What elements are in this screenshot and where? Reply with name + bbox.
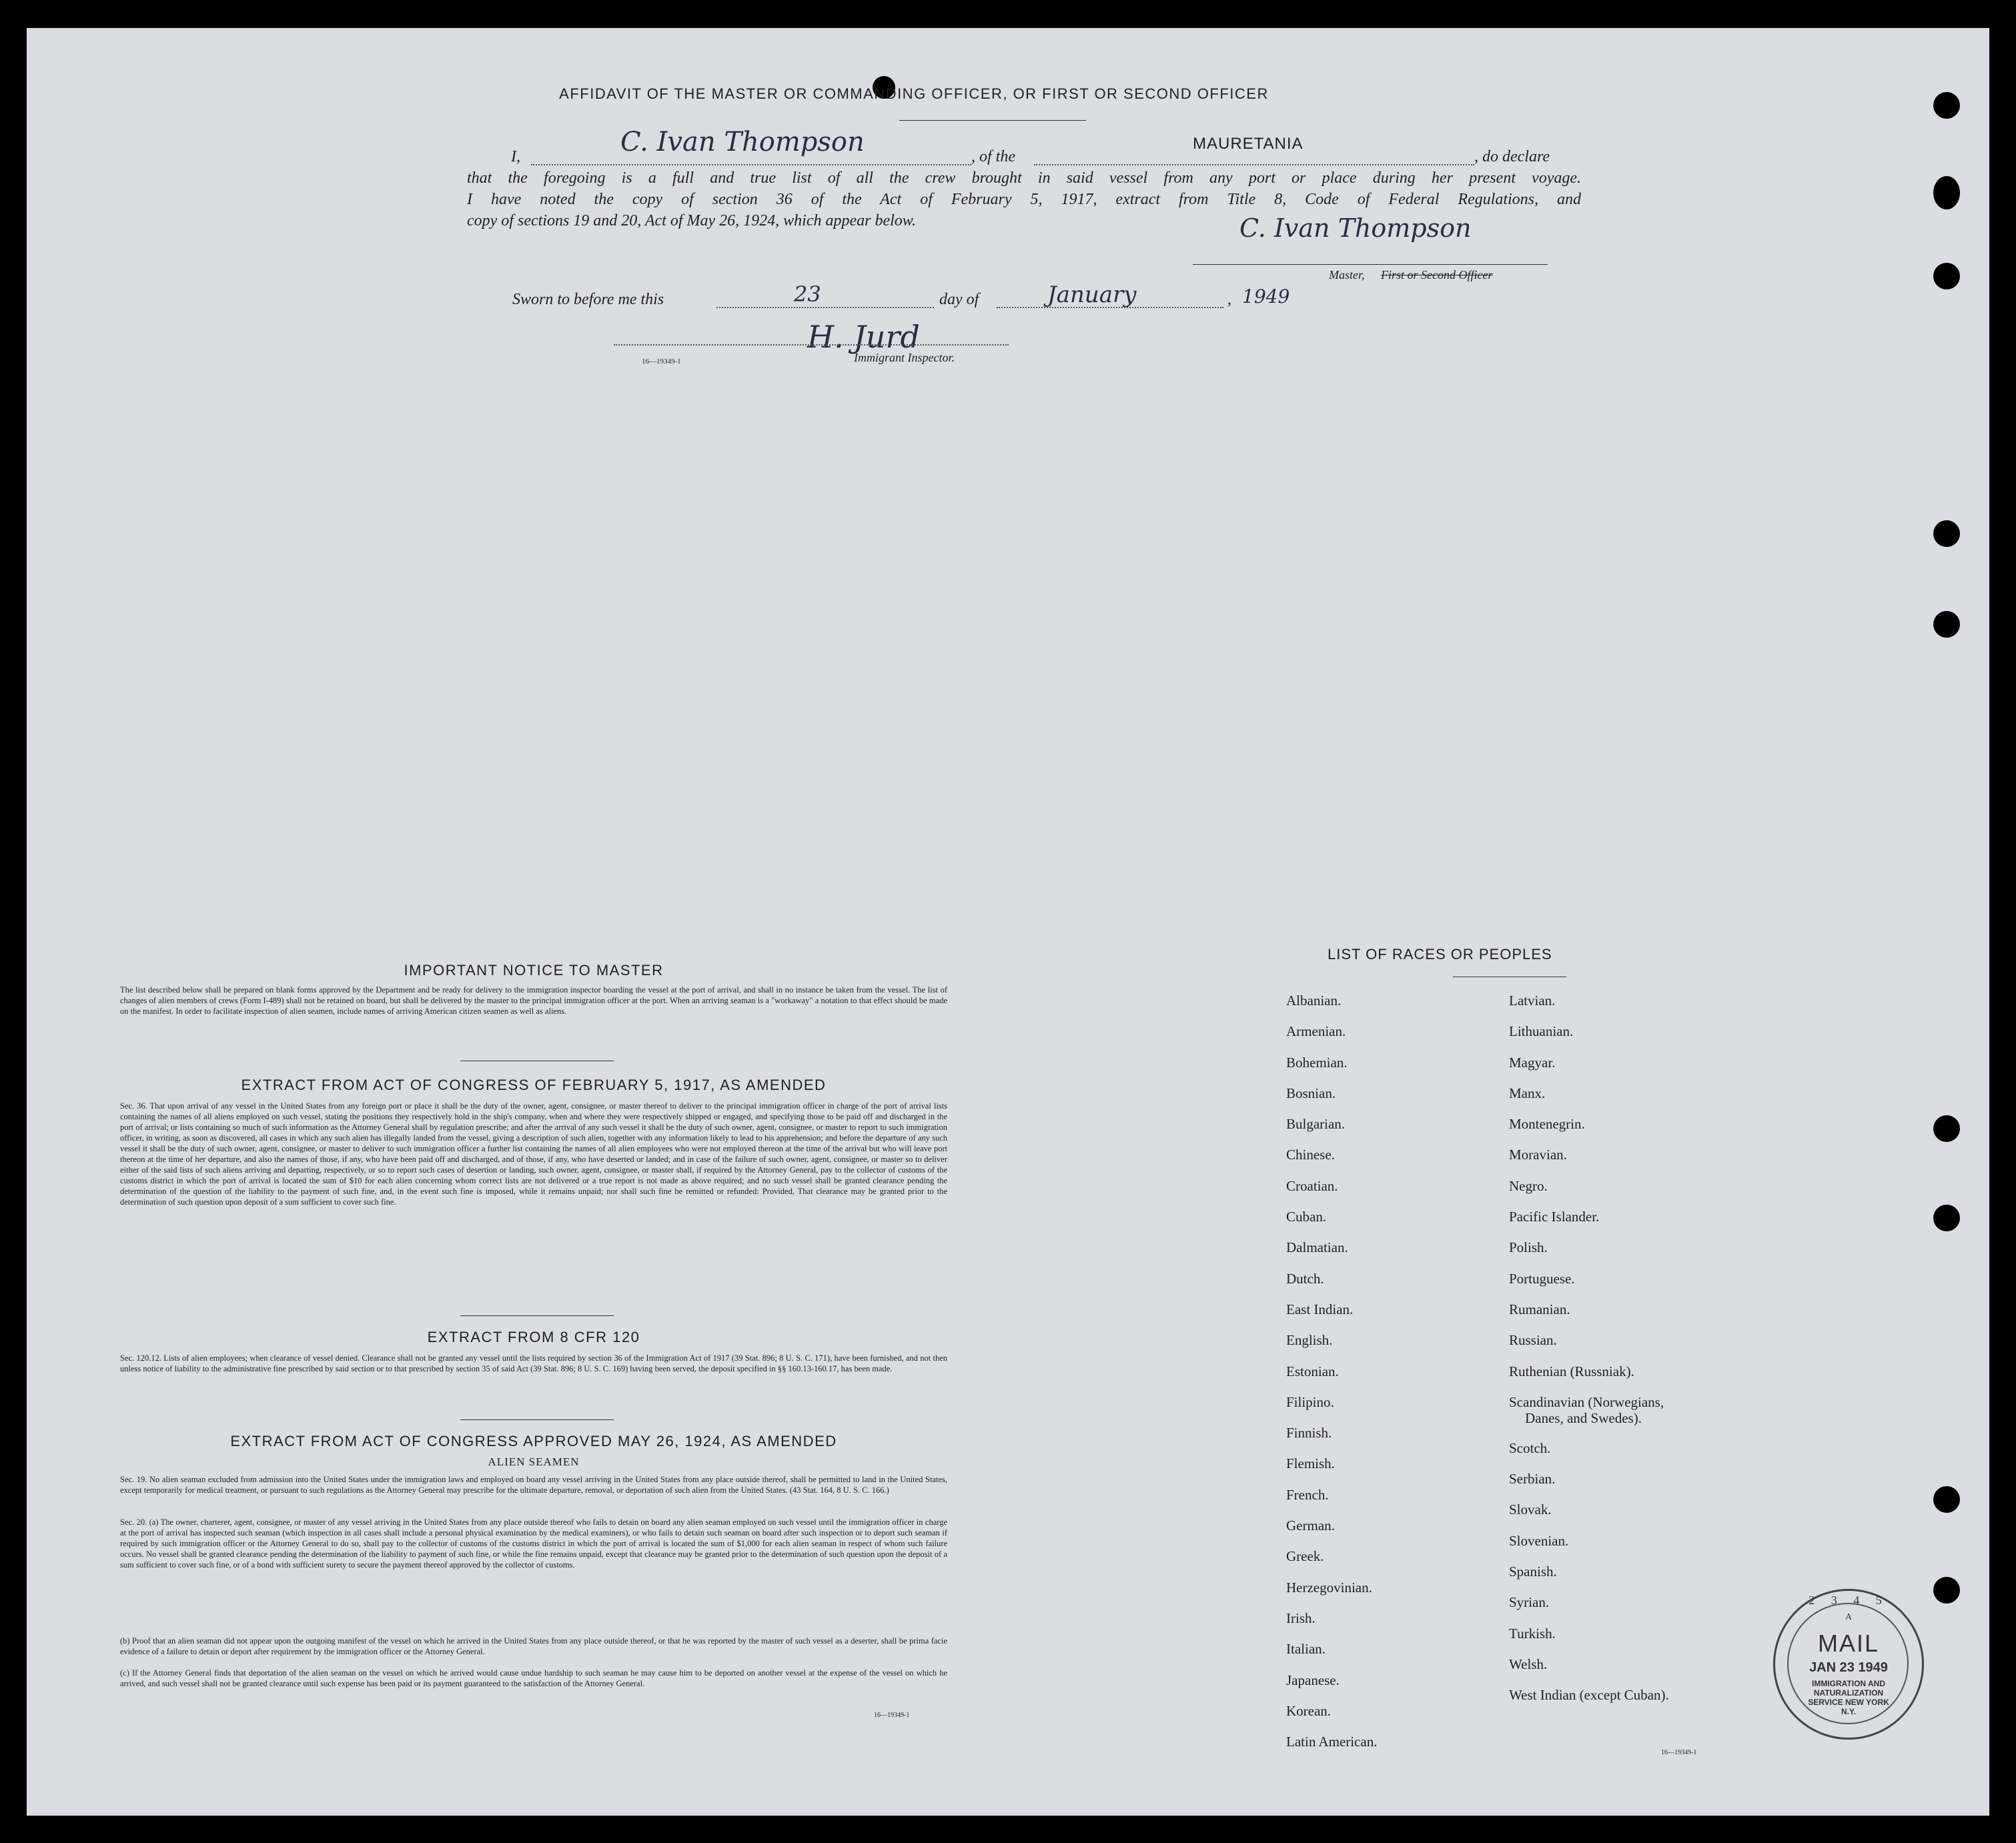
race-item: Latin American. [1286, 1734, 1378, 1750]
race-item: Italian. [1286, 1641, 1326, 1658]
affidavit-line-2: that the foregoing is a full and true list of all the crew brought in said vessel from any port or place during her present voyage. [467, 169, 1581, 187]
race-item: Croatian. [1286, 1177, 1338, 1194]
affidavit-line-4: copy of sections 19 and 20, Act of May 26, 1924, which appear below. [467, 212, 917, 229]
race-item: Russian. [1509, 1332, 1557, 1349]
race-item: Syrian. [1509, 1594, 1550, 1611]
year-value: 1949 [1242, 285, 1290, 308]
race-item: Turkish. [1509, 1625, 1556, 1642]
race-item: Finnish. [1286, 1425, 1332, 1441]
punch-hole [1933, 176, 1960, 209]
extract-1924-sec19: Sec. 19. No alien seaman excluded from admission into the United States under the immigration laws and employed on board any vessel arriving in the United States from any place outside thereof, shall be permitted to land in the United States, except temporarily for medical treatment, or pursuant to such regulations as the Attorney General may prescribe for the ultimate departure, removal, or deportation of such alien from the United States. (43 Stat. 164, 8 U. S. C. 166.) [120, 1475, 947, 1495]
race-item: Moravian. [1509, 1147, 1567, 1163]
race-item: Manx. [1509, 1085, 1546, 1101]
vessel-line [1034, 164, 1474, 165]
sworn-label: Sworn to before me this [512, 291, 664, 308]
race-item: Albanian. [1286, 993, 1342, 1009]
punch-hole [1933, 1115, 1960, 1142]
race-item: Flemish. [1286, 1455, 1335, 1472]
race-item: Ruthenian (Russniak). [1509, 1363, 1634, 1379]
inspector-label: Immigrant Inspector. [854, 351, 955, 364]
race-item: Slovak. [1509, 1501, 1552, 1518]
extract-1924-form-number: 16—19349-1 [874, 1712, 910, 1719]
do-declare-label: , do declare [1474, 148, 1550, 165]
race-item: Irish. [1286, 1610, 1316, 1626]
race-item: Dalmatian. [1286, 1239, 1348, 1256]
extract-1924-sec20a: Sec. 20. (a) The owner, charterer, agent, consignee, or master of any vessel arriving in the United States from any place outside thereof who fails to detain on board any alien seaman employed on such vessel until the immigration officer in charge at the port of arrival has inspected such seaman (which inspection in all cases shall include a personal physical examination by the medical examiners), or who fails to detain such seaman on board after such inspection or to deport such seaman if required by such immigration officer or the Attorney General to do so, shall pay to the collector of customs of the customs district in which the port of arrival is located the sum of $1,000 for each alien seaman in respect of whom such failure occurs. No vessel shall be granted clearance pending the determination of the liability to payment of such fine, or while the fine remains unpaid, except that clearance may be granted prior to the determination of such question upon the deposit of a sum sufficient to cover such fine, or of a bond with sufficient surety to secure the payment thereof approved by the collector of customs. [120, 1517, 947, 1570]
race-item: Herzegovinian. [1286, 1579, 1372, 1596]
race-item: East Indian. [1286, 1301, 1354, 1317]
vessel-name: MAURETANIA [1193, 135, 1304, 153]
notice-body: The list described below shall be prepared on blank forms approved by the Department and be ready for delivery to the immigration inspector boarding the vessel at the port of arrival, and shall in no instance be taken from the vessel. The list of changes of alien members of crews (Form I-489) shall not be retained on board, but shall be delivered by the master to the principal immigration officer at the port. When an arriving seaman is a "workaway" a notation to that effect should be made on the manifest. In order to facilitate inspection of alien seamen, include names of arriving American citizen seamen as well as aliens. [120, 985, 947, 1016]
master-signature-line [1193, 264, 1548, 265]
races-column-1 [1286, 993, 1377, 1764]
notice-title: IMPORTANT NOTICE TO MASTER [404, 962, 664, 979]
extract-cfr-title: EXTRACT FROM 8 CFR 120 [427, 1329, 640, 1345]
affidavit-form-number: 16—19349-1 [642, 358, 681, 366]
stamp-numbers: 2 3 4 5 [1809, 1594, 1889, 1607]
stamp-letter: A [1845, 1612, 1853, 1622]
race-item: Bohemian. [1286, 1054, 1348, 1071]
races-column-2 [1509, 993, 1669, 1718]
race-item: Armenian. [1286, 1023, 1346, 1040]
race-item: French. [1286, 1486, 1329, 1503]
punch-hole [1933, 611, 1960, 638]
race-item: Negro. [1509, 1177, 1548, 1194]
mail-date-stamp [1773, 1589, 1924, 1740]
race-item: Rumanian. [1509, 1301, 1570, 1317]
extract-1924-subtitle: ALIEN SEAMEN [488, 1455, 580, 1468]
punch-hole [1933, 1486, 1960, 1513]
day-value: 23 [794, 281, 821, 307]
stamp-mail: MAIL [1817, 1630, 1880, 1657]
extract-1924-sec20c: (c) If the Attorney General finds that deportation of the alien seaman on the vessel on which he arrived would cause undue hardship to such seaman he may cause him to be deported on another vessel at the expense of the vessel on which he arrived, and such vessel shall not be granted clearance until such expense has been paid or its payment guaranteed to the satisfaction of the Attorney General. [120, 1668, 947, 1688]
affidavit-line-3: I have noted the copy of section 36 of the Act of February 5, 1917, extract from Title 8, Code of Federal Regulations, and [467, 191, 1581, 208]
extract-cfr-body: Sec. 120.12. Lists of alien employees; when clearance of vessel denied. Clearance shall not be granted any vessel until the lists required by section 36 of the Immigration Act of 1917 (39 Stat. 896; 8 U. S. C. 171), have been furnished, and not then unless notice of liability to the administrative fine prescribed by said section or to that prescribed by section 35 of said Act (39 Stat. 896; 8 U. S. C. 169) having been served, the deposit specified in §§ 160.13-160.17, has been made. [120, 1353, 947, 1373]
race-item: Estonian. [1286, 1363, 1339, 1379]
extract-1917-body: Sec. 36. That upon arrival of any vessel in the United States from any foreign port or place it shall be the duty of the owner, agent, consignee, or master thereof to deliver to the principal immigration officer in charge of the port of arrival lists containing the names of all aliens employed on such vessel, stating the positions they respectively hold in the ship's company, when and where they were respectively shipped or engaged, and specifying those to be paid off and discharged in the port of arrival; or lists containing so much of such information as the Attorney General shall by regulation prescribe; and after the arrival of any such vessel it shall be the duty of such owner, agent, consignee, or master to report to such immigration officer, in writing, as soon as discovered, all cases in which any such alien has illegally landed from the vessel, giving a description of such alien, together with any information likely to lead to his apprehension; and before the departure of any such vessel it shall be the duty of such owner, agent, consignee, or master to deliver to such immigration officer a further list containing the names of all alien employees who were not employed thereon at the time of the arrival but who will leave port thereon at the time of her departure, and also the names of those, if any, who have been paid off and discharged, and of those, if any, who have deserted or landed; and in case of the failure of such owner, agent, consignee, or master so to deliver either of the said lists of such aliens arriving and departing, respectively, or so to report such cases of desertion or landing, such owner, agent, consignee, or master shall, if required by the Attorney General, pay to the collector of customs of the customs district in which the port of arrival is located the sum of $10 for each alien concerning whom correct lists are not delivered or a true report is not made as above required; and no such vessel shall be granted clearance pending the determination of the question of the liability to the payment of such fine, and, in the event such fine is imposed, while it remains unpaid; nor shall such fine be remitted or refunded: Provided, That clearance may be granted prior to the determination of such question upon deposit of a sum sufficient to cover such fine. [120, 1101, 947, 1207]
race-item: Portuguese. [1509, 1270, 1575, 1287]
race-item: Scandinavian (Norwegians, [1509, 1393, 1664, 1410]
race-item: Chinese. [1286, 1147, 1335, 1163]
punch-hole [1933, 1577, 1960, 1604]
race-item: Cuban. [1286, 1209, 1327, 1225]
extract-1917-rule [460, 1315, 614, 1316]
race-item: Korean. [1286, 1702, 1332, 1719]
struck-officer-text: First or Second Officer [1381, 268, 1493, 281]
race-item: Lithuanian. [1509, 1023, 1574, 1040]
race-item: Magyar. [1509, 1054, 1556, 1071]
race-item: Serbian. [1509, 1471, 1556, 1487]
affidavit-title: AFFIDAVIT OF THE MASTER OR COMMANDING OFFICER, OR FIRST OR SECOND OFFICER [559, 85, 1269, 102]
extract-1924-sec20b: (b) Proof that an alien seaman did not appear upon the outgoing manifest of the vessel on which he arrived in the United States from any place outside thereof, or that he was reported by the master of such vessel as a deserter, shall be prima facie evidence of a failure to detain or deport after requirement by the immigration officer or the Attorney General. [120, 1636, 947, 1656]
i-label: I, [511, 148, 520, 165]
extract-1917-title: EXTRACT FROM ACT OF CONGRESS OF FEBRUARY 5, 1917, AS AMENDED [241, 1077, 827, 1093]
year-comma: , [1227, 291, 1231, 308]
of-the-label: , of the [971, 148, 1015, 165]
punch-hole [1933, 520, 1960, 547]
race-item: German. [1286, 1517, 1335, 1534]
race-item: Filipino. [1286, 1393, 1334, 1410]
race-item: Greek. [1286, 1548, 1324, 1565]
race-item: Montenegrin. [1509, 1116, 1585, 1133]
race-item: Scotch. [1509, 1439, 1551, 1456]
stamp-office: IMMIGRATION AND NATURALIZATION SERVICE NEW YORK N.Y. [1808, 1679, 1889, 1716]
master-signature: C. Ivan Thompson [1239, 213, 1472, 243]
day-line [716, 307, 934, 308]
stamp-date: JAN 23 1949 [1809, 1660, 1888, 1675]
title-rule [899, 120, 1086, 121]
document-page [27, 28, 1989, 1816]
race-item: Spanish. [1509, 1564, 1557, 1580]
race-item: Bosnian. [1286, 1085, 1336, 1101]
signer-handwritten: C. Ivan Thompson [620, 127, 865, 157]
day-of-label: day of [939, 291, 979, 308]
race-item: Dutch. [1286, 1270, 1324, 1287]
races-title: LIST OF RACES OR PEOPLES [1328, 946, 1552, 963]
race-item: West Indian (except Cuban). [1509, 1687, 1669, 1704]
master-label: Master, [1329, 268, 1365, 281]
signer-line [531, 164, 971, 165]
inspector-line [614, 344, 1009, 346]
month-value: January [1047, 281, 1137, 308]
races-form-number: 16—19349-1 [1661, 1749, 1697, 1756]
race-item: Japanese. [1286, 1672, 1340, 1688]
extract-cfr-rule [460, 1419, 614, 1420]
race-item: Polish. [1509, 1239, 1548, 1256]
race-item: Welsh. [1509, 1656, 1548, 1672]
race-item: Latvian. [1509, 993, 1556, 1009]
punch-hole [1933, 92, 1960, 119]
race-item: English. [1286, 1332, 1333, 1349]
race-item: Pacific Islander. [1509, 1209, 1600, 1225]
punch-hole [1933, 263, 1960, 289]
race-item: Slovenian. [1509, 1532, 1569, 1549]
inspector-signature: H. Jurd [807, 319, 920, 355]
race-item: Bulgarian. [1286, 1116, 1346, 1133]
punch-hole [1933, 1205, 1960, 1231]
race-item: Danes, and Swedes). [1525, 1409, 1642, 1426]
extract-1924-title: EXTRACT FROM ACT OF CONGRESS APPROVED MAY 26, 1924, AS AMENDED [230, 1433, 837, 1449]
